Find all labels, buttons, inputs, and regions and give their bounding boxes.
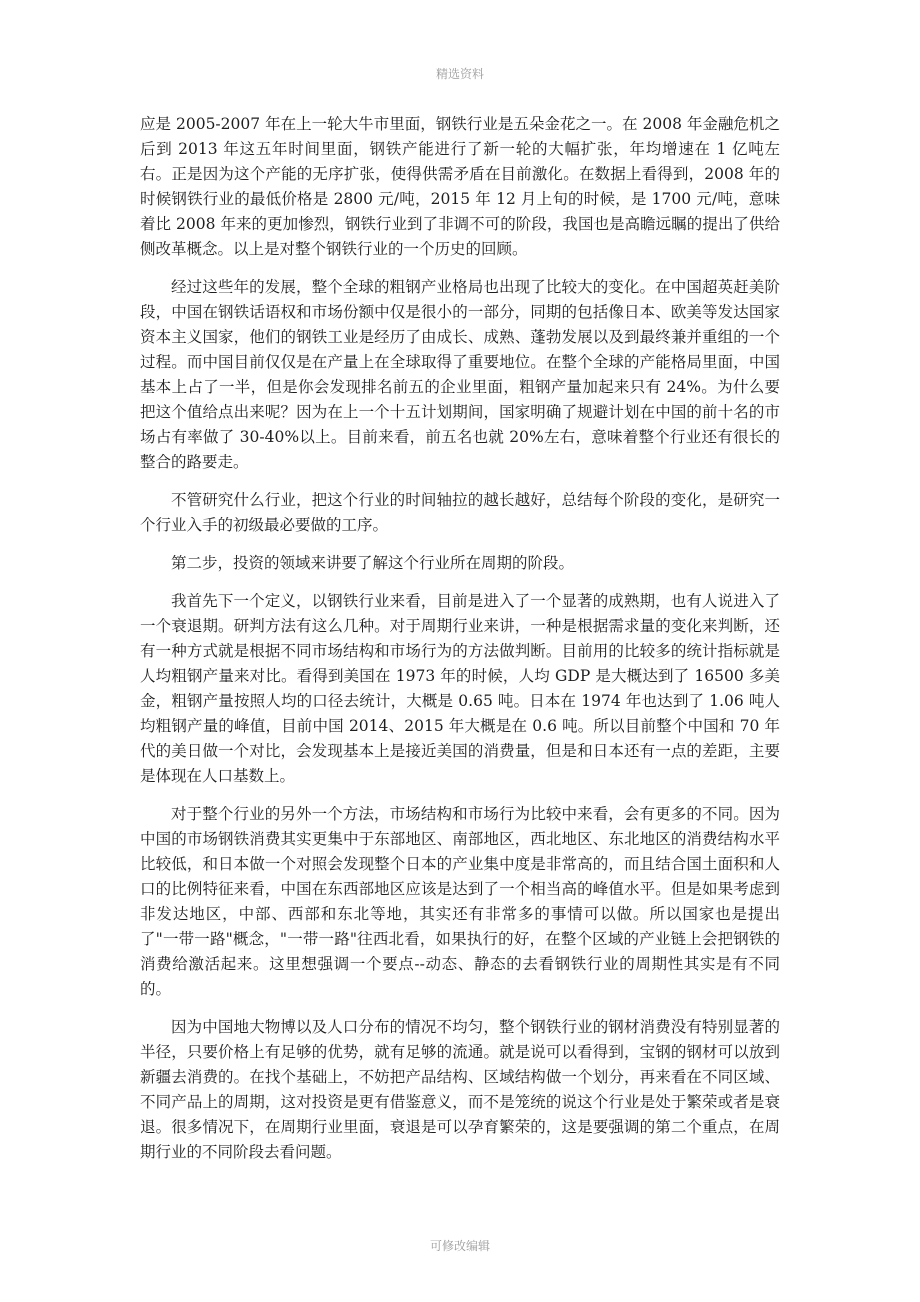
paragraph-6: 对于整个行业的另外一个方法，市场结构和市场行为比较中来看，会有更多的不同。因为中国的市场钢铁消费其实更集中于东部地区、南部地区，西北地区、东北地区的消费结构水平比较低，和日本做一个对照会发现整个日本的产业集中度是非常高的，而且结合国土面积和人口的比例特征来看，中国在东西部地区应该是达到了一个相当高的峰值水平。但是如果考虑到非发达地区，中部、西部和东北等地，其实还有非常多的事情可以做。所以国家也是提出了"一带一路"概念，"一带一路"往西北看，如果执行的好，在整个区域的产业链上会把钢铁的消费给激活起来。这里想强调一个要点--动态、静态的去看钢铁行业的周期性其实是有不同的。 — [140, 805, 780, 998]
page-header-label: 精选资料 — [435, 67, 484, 81]
paragraph-7: 因为中国地大物博以及人口分布的情况不均匀，整个钢铁行业的钢材消费没有特别显著的半径，只要价格上有足够的优势，就有足够的流通。就是说可以看得到，宝钢的钢材可以放到新疆去消费的。在找个基础上，不妨把产品结构、区域结构做一个划分，再来看在不同区域、不同产品上的周期，这对投资是更有借鉴意义，而不是笼统的说这个行业是处于繁荣或者是衰退。很多情况下，在周期行业里面，衰退是可以孕育繁荣的，这是要强调的第二个重点，在周期行业的不同阶段去看问题。 — [140, 1018, 780, 1161]
paragraph-1: 应是 2005-2007 年在上一轮大牛市里面，钢铁行业是五朵金花之一。在 2008 年金融危机之后到 2013 年这五年时间里面，钢铁产能进行了新一轮的大幅扩张，年均增速在 1 亿吨左右。正是因为这个产能的无序扩张，使得供需矛盾在目前激化。在数据上看得到，2008 年的时候钢铁行业的最低价格是 2800 元/吨，2015 年 12 月上旬的时候，是 1700 元/吨，意味着比 2008 年来的更加惨烈，钢铁行业到了非调不可的阶段，我国也是高瞻远瞩的提出了供给侧改革概念。以上是对整个钢铁行业的一个历史的回顾。 — [140, 115, 780, 258]
paragraph-3: 不管研究什么行业，把这个行业的时间轴拉的越长越好，总结每个阶段的变化，是研究一个行业入手的初级最必要做的工序。 — [140, 491, 780, 534]
paragraph-2: 经过这些年的发展，整个全球的粗钢产业格局也出现了比较大的变化。在中国超英赶美阶段，中国在钢铁话语权和市场份额中仅是很小的一部分，同期的包括像日本、欧美等发达国家资本主义国家，他们的钢铁工业是经历了由成长、成熟、蓬勃发展以及到最终兼并重组的一个过程。而中国目前仅仅是在产量上在全球取得了重要地位。在整个全球的产能格局里面，中国基本上占了一半，但是你会发现排名前五的企业里面，粗钢产量加起来只有 24%。为什么要把这个值给点出来呢？因为在上一个十五计划期间，国家明确了规避计划在中国的前十名的市场占有率做了 30-40%以上。目前来看，前五名也就 20%左右，意味着整个行业还有很长的整合的路要走。 — [140, 278, 780, 471]
paragraph-5: 我首先下一个定义，以钢铁行业来看，目前是进入了一个显著的成熟期，也有人说进入了一个衰退期。研判方法有这么几种。对于周期行业来讲，一种是根据需求量的变化来判断，还有一种方式就是根据不同市场结构和市场行为的方法做判断。目前用的比较多的统计指标就是人均粗钢产量来对比。看得到美国在 1973 年的时候，人均 GDP 是大概达到了 16500 多美金，粗钢产量按照人均的口径去统计，大概是 0.65 吨。日本在 1974 年也达到了 1.06 吨人均粗钢产量的峰值，目前中国 2014、2015 年大概是在 0.6 吨。所以目前整个中国和 70 年代的美日做一个对比，会发现基本上是接近美国的消费量，但是和日本还有一点的差距，主要是体现在人口基数上。 — [140, 592, 780, 785]
paragraph-4: 第二步，投资的领域来讲要了解这个行业所在周期的阶段。 — [171, 554, 575, 572]
page-footer-label: 可修改编辑 — [429, 1239, 490, 1253]
document-body — [140, 112, 780, 1178]
